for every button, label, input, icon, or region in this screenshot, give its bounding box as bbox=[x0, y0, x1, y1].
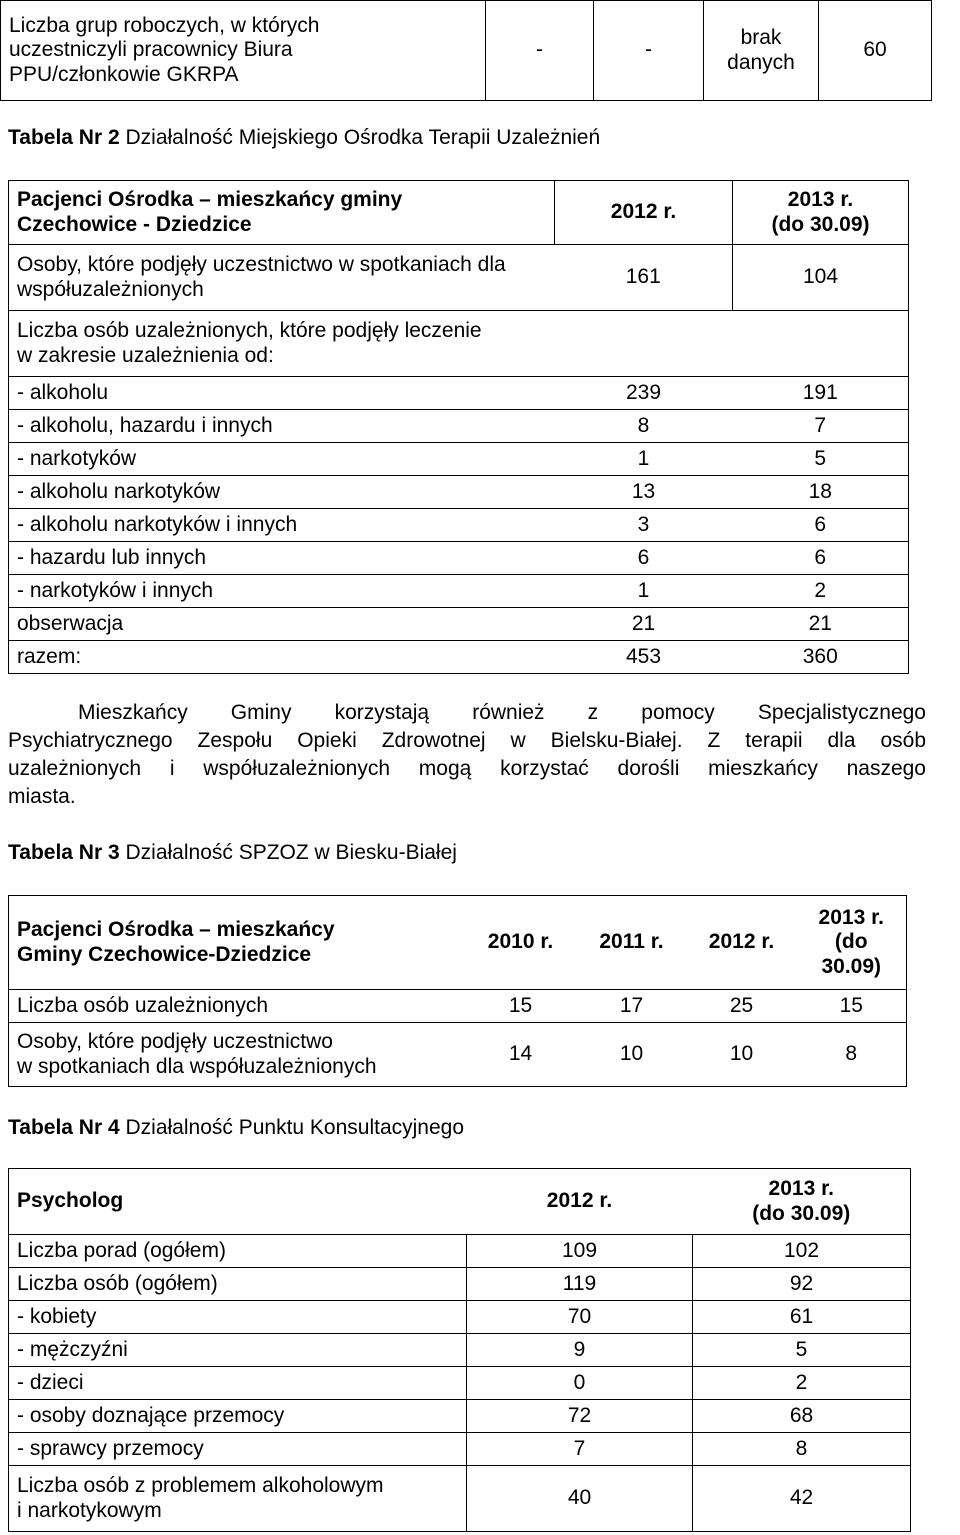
working-groups-table bbox=[0, 0, 932, 101]
row-label bbox=[9, 1023, 465, 1087]
table-row bbox=[9, 509, 909, 542]
header-line: 2013 r. bbox=[768, 1177, 834, 1201]
table-row bbox=[9, 1400, 911, 1433]
table-row bbox=[9, 1268, 911, 1301]
table-row bbox=[9, 476, 909, 509]
value-line: brak bbox=[740, 26, 782, 50]
table-row bbox=[9, 608, 909, 641]
cell-value: 18 bbox=[733, 476, 909, 509]
row-label: - kobiety bbox=[9, 1301, 467, 1334]
header-2013 bbox=[797, 896, 907, 990]
cell-value: 453 bbox=[555, 641, 733, 674]
caption-text: Działalność Punktu Konsultacyjnego bbox=[119, 1116, 465, 1139]
row-label: Liczba osób uzależnionych bbox=[9, 990, 465, 1023]
label-line: i narkotykowym bbox=[17, 1498, 162, 1522]
header-label: Psycholog bbox=[9, 1169, 467, 1235]
table-row bbox=[9, 1334, 911, 1367]
cell-value: 92 bbox=[693, 1268, 911, 1301]
row-label: - alkoholu narkotyków bbox=[9, 476, 555, 509]
info-paragraph bbox=[8, 699, 926, 811]
caption-number: Tabela Nr 4 bbox=[8, 1116, 120, 1139]
table-row bbox=[9, 245, 909, 311]
row-label: - alkoholu, hazardu i innych bbox=[9, 410, 555, 443]
cell-value: 1 bbox=[555, 575, 733, 608]
label-line: Liczba osób uzależnionych, które podjęły leczenie bbox=[17, 319, 482, 343]
header-2010: 2010 r. bbox=[465, 896, 577, 990]
working-groups-label bbox=[1, 1, 486, 101]
table-header-row bbox=[9, 896, 907, 990]
label-line: Czechowice - Dziedzice bbox=[17, 212, 252, 236]
consultation-point-table bbox=[8, 1168, 911, 1532]
header-line: (do bbox=[834, 930, 868, 954]
cell-value: 15 bbox=[797, 990, 907, 1023]
caption-number: Tabela Nr 2 bbox=[8, 126, 120, 149]
header-line: 2013 r. bbox=[787, 188, 854, 212]
cell-value: - bbox=[486, 1, 594, 101]
cell-value: 6 bbox=[733, 509, 909, 542]
cell-empty bbox=[733, 311, 909, 377]
label-line: uczestniczyli pracownicy Biura bbox=[9, 38, 293, 62]
cell-value: 10 bbox=[687, 1023, 797, 1087]
value-line: danych bbox=[727, 50, 795, 74]
label-line: Liczba grup roboczych, w których bbox=[9, 14, 320, 38]
cell-value: 10 bbox=[577, 1023, 687, 1087]
table-row bbox=[1, 1, 932, 101]
header-2013 bbox=[693, 1169, 911, 1235]
cell-value: 5 bbox=[693, 1334, 911, 1367]
caption-text: Działalność SPZOZ w Biesku-Białej bbox=[119, 841, 457, 864]
cell-value: 25 bbox=[687, 990, 797, 1023]
header-2011: 2011 r. bbox=[577, 896, 687, 990]
header-line: 2013 r. bbox=[818, 906, 884, 930]
table2-caption bbox=[8, 126, 600, 150]
table-row bbox=[9, 1433, 911, 1466]
cell-value: 7 bbox=[733, 410, 909, 443]
table-row bbox=[9, 1235, 911, 1268]
cell-value: 102 bbox=[693, 1235, 911, 1268]
row-label: - osoby doznające przemocy bbox=[9, 1400, 467, 1433]
table-row bbox=[9, 1367, 911, 1400]
table-row bbox=[9, 990, 907, 1023]
paragraph-line: miasta. bbox=[8, 785, 76, 808]
table-row bbox=[9, 1023, 907, 1087]
label-line: Gminy Czechowice-Dziedzice bbox=[17, 942, 312, 966]
cell-value: 8 bbox=[555, 410, 733, 443]
row-label: - narkotyków bbox=[9, 443, 555, 476]
table4-caption bbox=[8, 1116, 464, 1140]
row-label: - narkotyków i innych bbox=[9, 575, 555, 608]
label-line: Liczba osób z problemem alkoholowym bbox=[17, 1474, 384, 1498]
table-header-row bbox=[9, 1169, 911, 1235]
table3-caption bbox=[8, 841, 457, 865]
row-label bbox=[9, 245, 555, 311]
cell-value: 13 bbox=[555, 476, 733, 509]
cell-value: 104 bbox=[733, 245, 909, 311]
label-line: PPU/członkowie GKRPA bbox=[9, 62, 239, 86]
header-line: 30.09) bbox=[821, 954, 882, 978]
paragraph-line: Psychiatrycznego Zespołu Opieki Zdrowotnej w Bielsku-Białej. Z terapii dla osób bbox=[8, 729, 926, 752]
row-label bbox=[9, 311, 555, 377]
header-2012: 2012 r. bbox=[467, 1169, 693, 1235]
cell-value: 119 bbox=[467, 1268, 693, 1301]
header-2012: 2012 r. bbox=[555, 181, 733, 245]
cell-value: 21 bbox=[555, 608, 733, 641]
spzoz-table bbox=[8, 895, 907, 1087]
header-line: (do 30.09) bbox=[752, 1201, 851, 1225]
table-row bbox=[9, 1466, 911, 1532]
cell-value: 42 bbox=[693, 1466, 911, 1532]
label-line: Pacjenci Ośrodka – mieszkańcy gminy bbox=[17, 188, 403, 212]
row-label: - hazardu lub innych bbox=[9, 542, 555, 575]
paragraph-line: uzależnionych i współuzależnionych mogą korzystać dorośli mieszkańcy naszego bbox=[8, 757, 926, 780]
table-row bbox=[9, 410, 909, 443]
cell-value bbox=[704, 1, 819, 101]
cell-value: - bbox=[594, 1, 704, 101]
cell-value: 61 bbox=[693, 1301, 911, 1334]
row-label: - sprawcy przemocy bbox=[9, 1433, 467, 1466]
cell-value: 70 bbox=[467, 1301, 693, 1334]
table-header-row bbox=[9, 181, 909, 245]
row-label: - dzieci bbox=[9, 1367, 467, 1400]
cell-value: 7 bbox=[467, 1433, 693, 1466]
header-label bbox=[9, 896, 465, 990]
cell-empty bbox=[555, 311, 733, 377]
table-row bbox=[9, 575, 909, 608]
row-label bbox=[9, 1466, 467, 1532]
cell-value: 3 bbox=[555, 509, 733, 542]
cell-value: 0 bbox=[467, 1367, 693, 1400]
cell-value: 68 bbox=[693, 1400, 911, 1433]
table-row bbox=[9, 443, 909, 476]
row-label: razem: bbox=[9, 641, 555, 674]
row-label: - mężczyźni bbox=[9, 1334, 467, 1367]
cell-value: 9 bbox=[467, 1334, 693, 1367]
table-row bbox=[9, 377, 909, 410]
table-row bbox=[9, 542, 909, 575]
cell-value: 14 bbox=[465, 1023, 577, 1087]
label-line: Osoby, które podjęły uczestnictwo bbox=[17, 1030, 333, 1054]
cell-value: 15 bbox=[465, 990, 577, 1023]
cell-value: 239 bbox=[555, 377, 733, 410]
label-line: w zakresie uzależnienia od: bbox=[17, 343, 274, 367]
row-label: Liczba porad (ogółem) bbox=[9, 1235, 467, 1268]
cell-value: 72 bbox=[467, 1400, 693, 1433]
label-line: Osoby, które podjęły uczestnictwo w spotkaniach dla bbox=[17, 253, 506, 277]
therapy-center-table bbox=[8, 180, 909, 674]
cell-value: 109 bbox=[467, 1235, 693, 1268]
cell-value: 161 bbox=[555, 245, 733, 311]
header-line: (do 30.09) bbox=[771, 212, 870, 236]
row-label: obserwacja bbox=[9, 608, 555, 641]
cell-value: 191 bbox=[733, 377, 909, 410]
cell-value: 6 bbox=[555, 542, 733, 575]
caption-text: Działalność Miejskiego Ośrodka Terapii Uzależnień bbox=[119, 126, 601, 149]
cell-value: 17 bbox=[577, 990, 687, 1023]
row-label: Liczba osób (ogółem) bbox=[9, 1268, 467, 1301]
label-line: Pacjenci Ośrodka – mieszkańcy bbox=[17, 918, 335, 942]
cell-value: 1 bbox=[555, 443, 733, 476]
row-label: - alkoholu bbox=[9, 377, 555, 410]
table-row bbox=[9, 641, 909, 674]
caption-number: Tabela Nr 3 bbox=[8, 841, 120, 864]
cell-value: 5 bbox=[733, 443, 909, 476]
cell-value: 60 bbox=[819, 1, 932, 101]
cell-value: 40 bbox=[467, 1466, 693, 1532]
table-row bbox=[9, 1301, 911, 1334]
cell-value: 2 bbox=[693, 1367, 911, 1400]
header-2013 bbox=[733, 181, 909, 245]
cell-value: 8 bbox=[797, 1023, 907, 1087]
cell-value: 8 bbox=[693, 1433, 911, 1466]
cell-value: 360 bbox=[733, 641, 909, 674]
table-row bbox=[9, 311, 909, 377]
header-2012: 2012 r. bbox=[687, 896, 797, 990]
row-label: - alkoholu narkotyków i innych bbox=[9, 509, 555, 542]
cell-value: 6 bbox=[733, 542, 909, 575]
paragraph-line: Mieszkańcy Gminy korzystają również z pomocy Specjalistycznego bbox=[78, 701, 926, 724]
label-line: w spotkaniach dla współuzależnionych bbox=[17, 1054, 377, 1078]
label-line: współuzależnionych bbox=[17, 277, 204, 301]
cell-value: 21 bbox=[733, 608, 909, 641]
header-label bbox=[9, 181, 555, 245]
cell-value: 2 bbox=[733, 575, 909, 608]
